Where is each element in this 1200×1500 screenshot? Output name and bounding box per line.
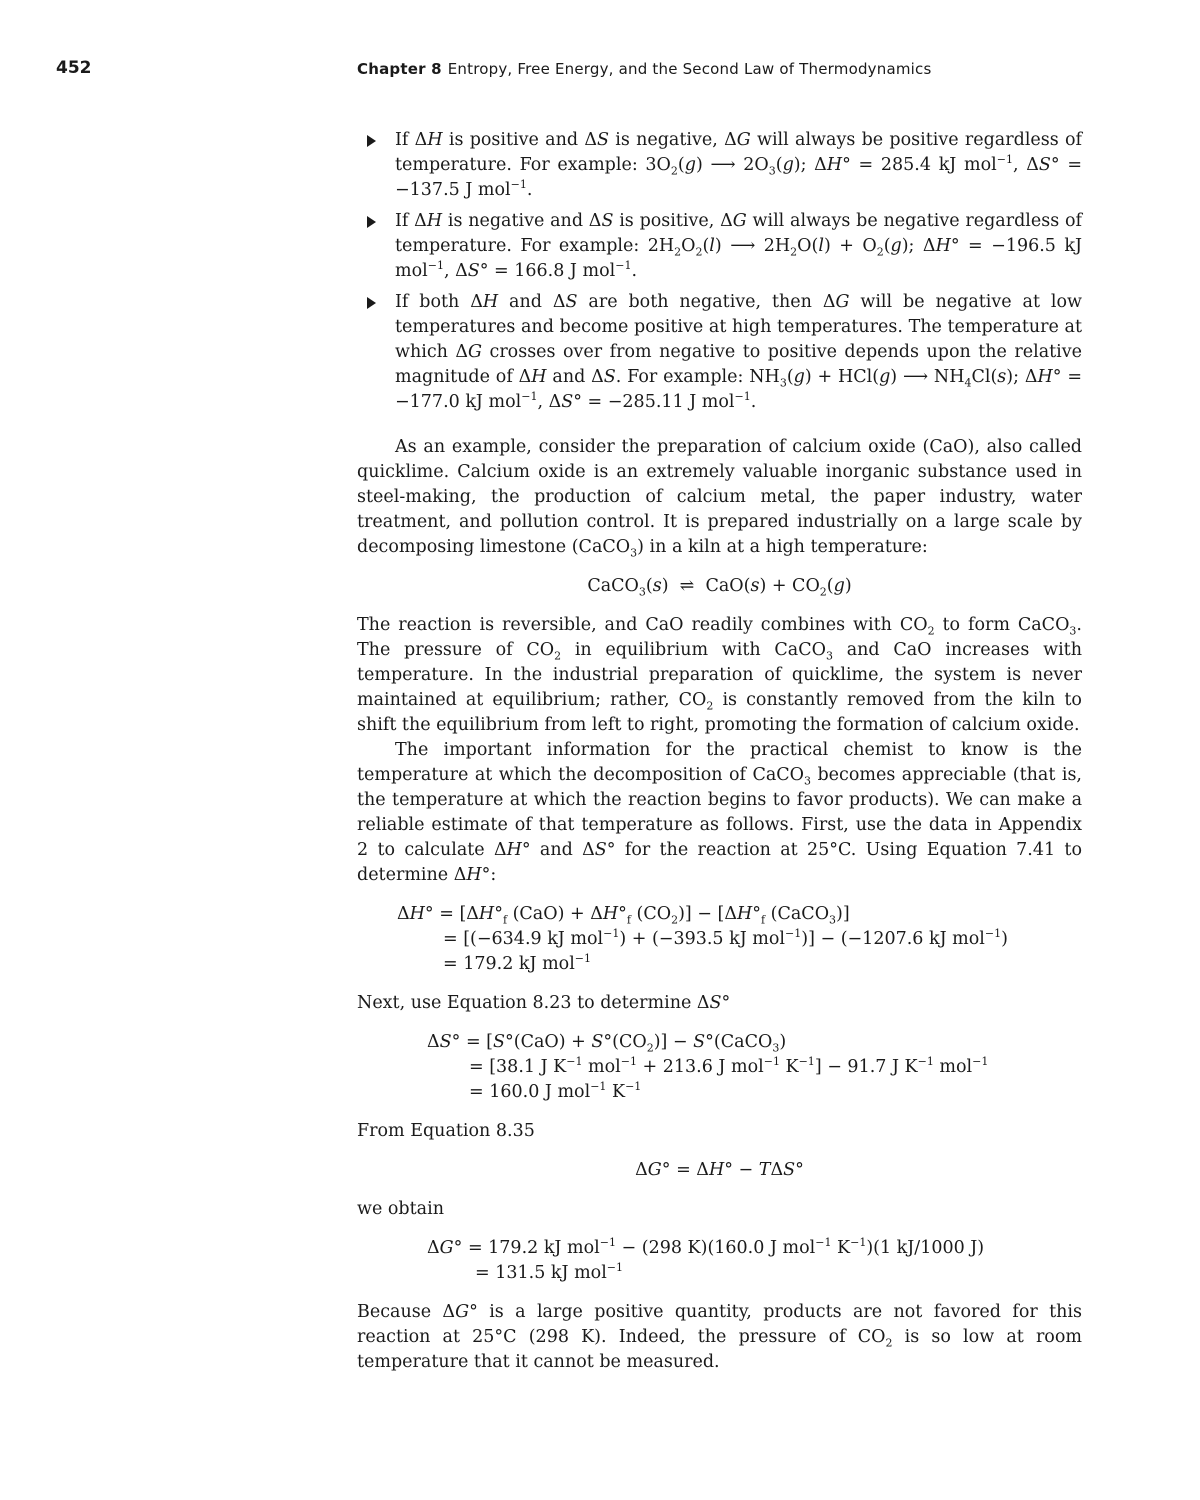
reaction-equation: CaCO$_3$(s) ⇌ $CaO(s) + CO_2(g)$ [587, 576, 852, 599]
chapter-title: Entropy, Free Energy, and the Second Law of Thermodynamics [447, 60, 932, 78]
equation-line: = [(−634.9 kJ mol$^{-1}$) + (−393.5 kJ mol$^{-1}$)] − (−1207.6 kJ mol$^{-1}$) [443, 927, 1008, 949]
bullet-text: If ΔH is negative and ΔS is positive, ΔG will always be negative regardless of temperature. For example: $2H_2O_2(l)$ ⟶ $2H_2O(l) + O_2(g)$; ΔH° = −196.5 kJ mol$^{-1}$, ΔS° = 166.8 J mol$^{-1}$. [395, 211, 1083, 281]
triangle-bullet-icon [367, 297, 376, 309]
equation-line: $\Delta H^\circ = [\Delta H^\circ_f$ $(CaO) + \Delta H^\circ_f$ $(CO_2)] - [\Delta H^\circ_f$ (CaCO$_3$)] [397, 904, 850, 927]
body-column [357, 128, 1082, 1375]
gibbs-equation [357, 1236, 1082, 1286]
bullet-item [357, 128, 1082, 203]
equation-line: $\Delta S^\circ = [S^\circ(CaO) + S^\circ(CO_2)]$ − S°(CaCO$_3$) [427, 1032, 787, 1055]
equation-line: = 179.2 kJ mol$^{-1}$ [443, 952, 592, 974]
paragraph-next: Next, use Equation 8.23 to determine ΔS° [357, 993, 731, 1013]
bullet-text: If ΔH is positive and ΔS is negative, ΔG will always be positive regardless of temperature. For example: $3O_2(g)$ ⟶ $2O_3(g)$; ΔH° = 285.4 kJ mol$^{-1}$, ΔS° = −137.5 J mol$^{-1}$. [395, 130, 1083, 200]
paragraph-from: From Equation 8.35 [357, 1121, 535, 1141]
bullet-item [357, 209, 1082, 284]
paragraph-important: The important information for the practical chemist to know is the temperature at which the decomposition of CaCO$_3$ becomes appreciable (that is, the temperature at which the reaction begins to favor products). We can make a reliable estimate of that temperature as follows. First, use the data in Appendix 2 to calculate ΔH° and ΔS° for the reaction at 25°C. Using Equation 7.41 to determine ΔH°: [357, 740, 1082, 885]
paragraph-obtain: we obtain [357, 1199, 444, 1219]
bullet-list [357, 128, 1082, 415]
equation-line: ΔG° = 179.2 kJ mol$^{-1}$ − (298 K)(160.0 J mol$^{-1}$ $K^{-1})(1$ kJ/1000 J) [427, 1236, 985, 1258]
page-number: 452 [56, 58, 92, 78]
triangle-bullet-icon [367, 216, 376, 228]
triangle-bullet-icon [367, 135, 376, 147]
enthalpy-equation [357, 902, 1082, 977]
bullet-text: If both ΔH and ΔS are both negative, then ΔG will be negative at low temperatures and become positive at high temperatures. The temperature at which ΔG crosses over from negative to positive depends upon the relative magnitude of ΔH and ΔS. For example: $NH_3(g) + HCl(g)$ ⟶ $NH_4Cl(s)$; ΔH° = −177.0 kJ mol$^{-1}$, ΔS° = −285.11 J mol$^{-1}$. [395, 292, 1082, 412]
paragraph-because: Because ΔG° is a large positive quantity, products are not favored for this reaction at 25°C (298 K). Indeed, the pressure of $CO_2$ is so low at room temperature that it cannot be measured. [357, 1302, 1082, 1372]
equation-line: = [38.1 J $K^{-1}$ mol$^{-1}$ + 213.6 J mol$^{-1}$ $K^{-1}] - 91.7$ J $K^{-1}$ mol$^{-1}$ [469, 1055, 989, 1077]
bullet-item [357, 290, 1082, 415]
equation-line: = 131.5 kJ mol$^{-1}$ [475, 1261, 624, 1283]
paragraph-reversible: The reaction is reversible, and CaO readily combines with $CO_2$ to form CaCO$_3$. The pressure of $CO_2$ in equilibrium with CaCO$_3$ and CaO increases with temperature. In the industrial preparation of quicklime, the system is never maintained at equilibrium; rather, $CO_2$ is constantly removed from the kiln to shift the equilibrium from left to right, promoting the formation of calcium oxide. [357, 615, 1082, 735]
entropy-equation [357, 1030, 1082, 1105]
chapter-label: Chapter 8 [357, 60, 442, 78]
running-head [357, 60, 932, 78]
gibbs-definition-equation: ΔG° = ΔH° − TΔS° [635, 1160, 804, 1180]
paragraph-intro: As an example, consider the preparation of calcium oxide (CaO), also called quicklime. Calcium oxide is an extremely valuable inorganic substance used in steel-making, the production of calcium metal, the paper industry, water treatment, and pollution control. It is prepared industrially on a large scale by decomposing limestone (CaCO$_3$) in a kiln at a high temperature: [357, 437, 1082, 560]
equation-line: = 160.0 J mol$^{-1}$ $K^{-1}$ [469, 1080, 642, 1102]
